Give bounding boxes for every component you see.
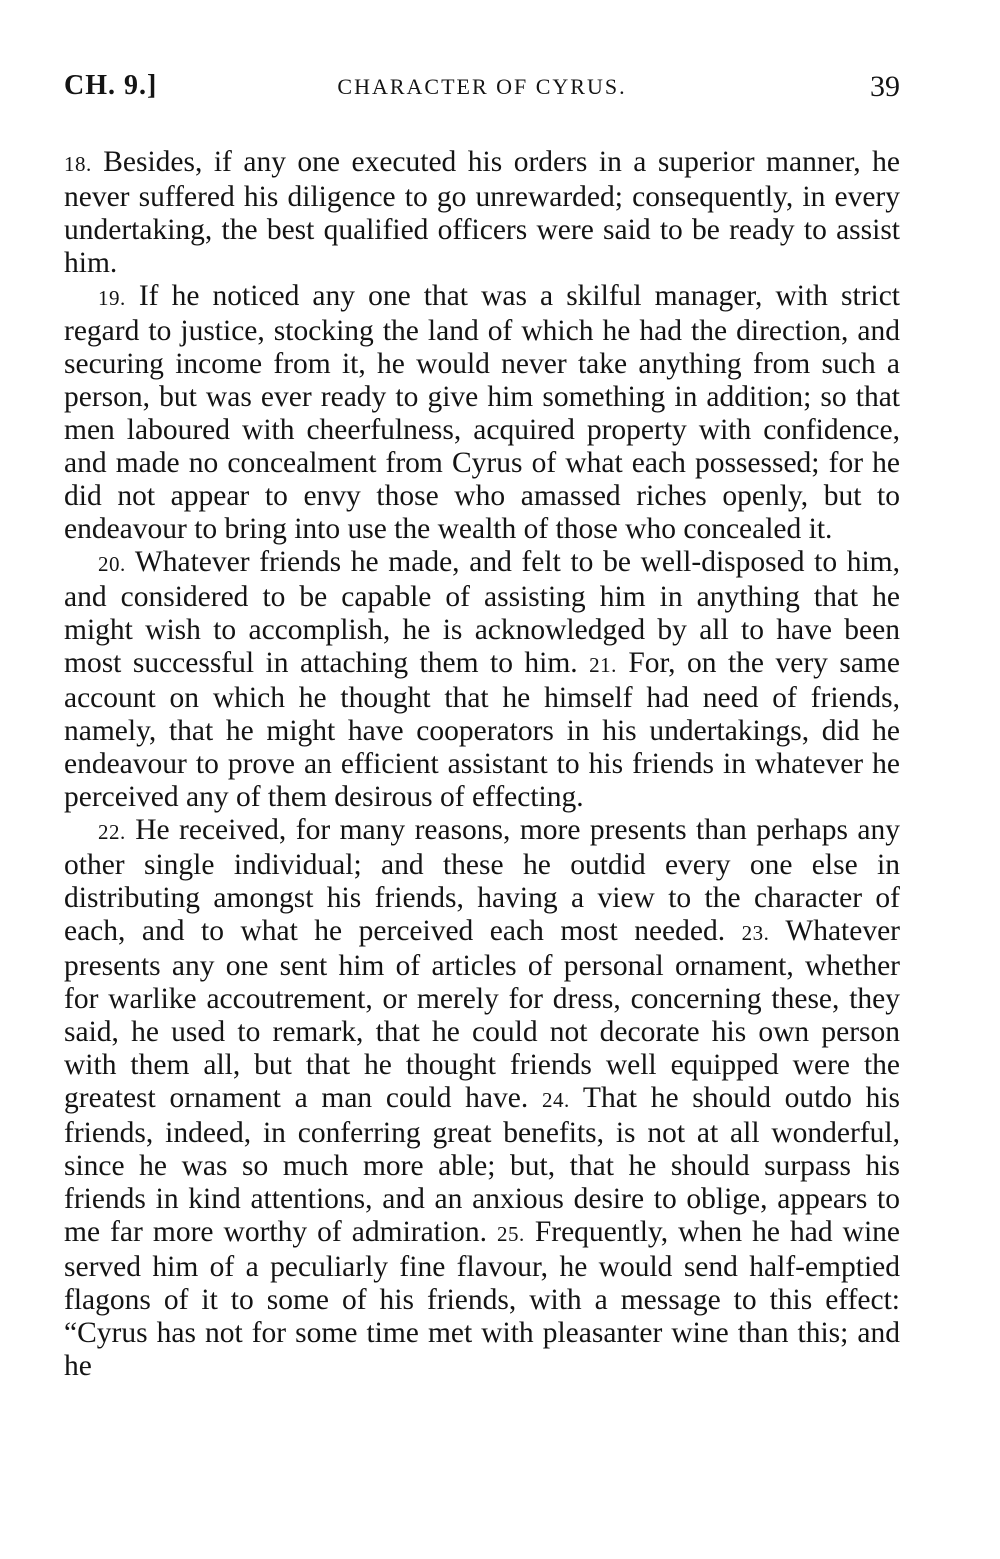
paragraph-text: That he should outdo his friends, indeed, in conferring great benefits, is not at all wonderful, since he was so much more able; but, that he should surpass his friends in kind attentions, and an anxious desire to oblige, appears to me far more worthy of admiration. bbox=[64, 1082, 901, 1248]
page-number: 39 bbox=[870, 70, 900, 103]
book-page bbox=[64, 70, 900, 1383]
paragraph-text: He received, for many reasons, more presents than perhaps any other single individual; and these he outdid every one else in distributing amongst his friends, having a view to the character of each, and to what he perceived each most needed. bbox=[64, 814, 901, 947]
paragraph-text: For, on the very same account on which he thought that he himself had need of friends, namely, that he might have cooperators in his undertakings, did he endeavour to prove an efficient assistant to his friends in whatever he perceived any of them desirous of effecting. bbox=[64, 647, 900, 813]
paragraph-22 bbox=[64, 814, 900, 1383]
paragraph-text: Whatever presents any one sent him of articles of personal ornament, whether for warlike accoutrement, or merely for dress, concerning these, they said, he used to remark, that he could not decorate his own person with them all, but that he thought friends well equipped were the greatest ornament a man could have. bbox=[64, 915, 901, 1114]
running-header bbox=[64, 70, 900, 114]
paragraph-text: Whatever friends he made, and felt to be well-disposed to him, and considered to be capable of assisting him in anything that he might wish to accomplish, he is acknowledged by all to have been most successful in attaching them to him. bbox=[64, 546, 900, 679]
paragraph-text: If he noticed any one that was a skilful manager, with strict regard to justice, stocking the land of which he had the direction, and securing income from it, he would never take anything from such a person, but was ever ready to give him something in addition; so that men laboured with cheerfulness, acquired property with confidence, and made no concealment from Cyrus of what each possessed; for he did not appear to envy those who amassed riches openly, but to endeavour to bring into use the wealth of those who concealed it. bbox=[64, 280, 900, 545]
paragraph-19 bbox=[64, 280, 900, 546]
paragraph-text: Frequently, when he had wine served him of a peculiarly fine flavour, he would send half-emptied flagons of it to some of his friends, with a message to this effect: “Cyrus has not for some time met with pleasanter wine than this; and he bbox=[64, 1216, 901, 1382]
section-number: 23. bbox=[741, 921, 770, 945]
section-number: 21. bbox=[589, 653, 617, 677]
section-number: 24. bbox=[541, 1088, 570, 1112]
paragraph-text: Besides, if any one executed his orders in a superior manner, he never suffered his diligence to go unrewarded; consequently, in every undertaking, the best qualified officers were said to be ready to assist him. bbox=[64, 146, 900, 279]
paragraph-18 bbox=[64, 146, 900, 280]
section-number: 20. bbox=[98, 552, 126, 576]
section-number: 25. bbox=[497, 1222, 525, 1246]
section-number: 19. bbox=[98, 286, 126, 310]
section-number: 18. bbox=[64, 152, 92, 176]
running-title: CHARACTER OF CYRUS. bbox=[337, 74, 627, 99]
chapter-label: CH. 9.] bbox=[64, 70, 158, 101]
paragraph-20 bbox=[64, 546, 900, 814]
section-number: 22. bbox=[98, 820, 126, 844]
